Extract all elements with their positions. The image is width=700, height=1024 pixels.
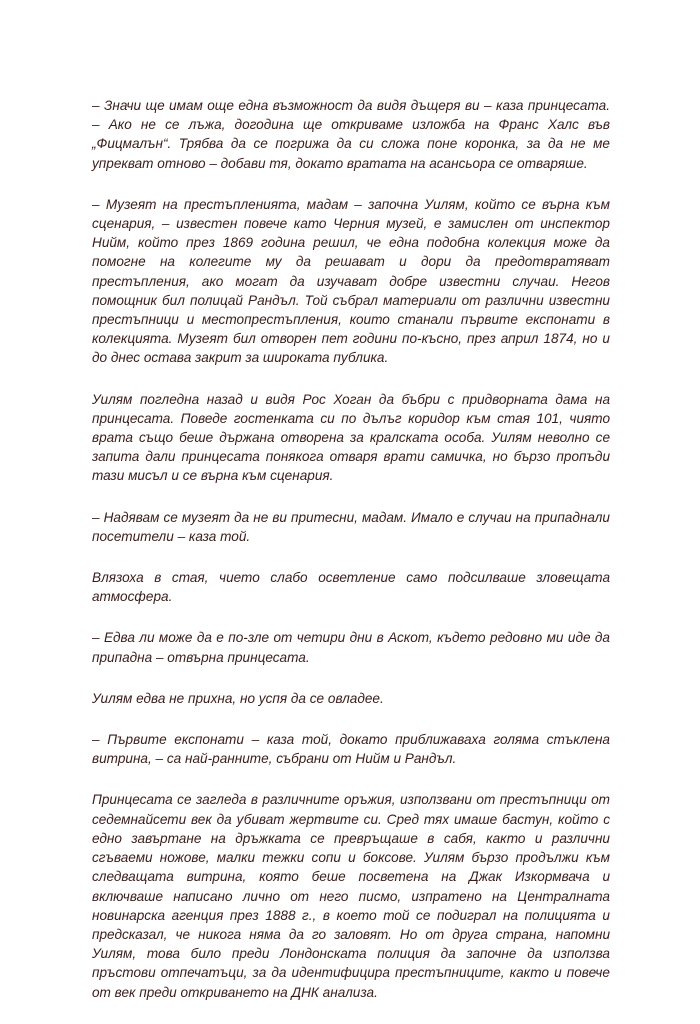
paragraph-8: – Първите експонати – каза той, докато приближаваха голяма стъклена витрина, – са най-ранните, събрани от Нийм и Рандъл. (92, 732, 610, 767)
paragraph-2: – Музеят на престъпленията, мадам – започна Уилям, който се върна към сценария, – известен повече като Черния музей, е замислен от инспектор Нийм, който през 1869 година решил, че една подобна колекция може да помогне на колегите му да решават и дори да предотвратяват престъпления, ако могат да изучават добре известни случаи. Негов помощник бил полицай Рандъл. Той събрал материали от различни известни престъпници и местопрестъпления, които станали първите експонати в колекцията. Музеят бил отворен пет години по-късно, през април 1874, но и до днес остава закрит за широката публика. (92, 196, 610, 366)
paragraph-7: Уилям едва не прихна, но успя да се овладее. (92, 690, 384, 706)
paragraph-9: Принцесата се загледа в различните оръжия, използвани от престъпници от седемнайсети век да убиват жертвите си. Сред тях имаше бастун, който с едно завъртане на дръжката се превръщаше в сабя, както и различни сгъваеми ножове, малки тежки сопи и боксове. Уилям бързо продължи към следващата витрина, която беше посветена на Джак Изкормвача и включваше написано лично от него писмо, изпратено на Централната новинарска агенция през 1888 г., в което той се подиграл на полицията и предсказал, че никога няма да го заловят. Но от друга страна, напомни Уилям, това било преди Лондонската полиция да започне да използва пръстови отпечатъци, за да идентифицира престъпниците, както и повече от век преди откриването на ДНК анализа. (92, 792, 610, 1000)
paragraph-5: Влязоха в стая, чието слабо осветление само подсилваше зловещата атмосфера. (92, 570, 610, 605)
document-page (92, 96, 610, 1024)
paragraph-4: – Надявам се музеят да не ви притесни, мадам. Имало е случаи на припаднали посетители – каза той. (92, 509, 610, 544)
paragraph-6: – Едва ли може да е по-зле от четири дни в Аскот, където редовно ми иде да припадна – отвърна принцесата. (92, 630, 610, 665)
paragraph-1: – Значи ще имам още една възможност да видя дъщеря ви – каза принцесата. – Ако не се лъжа, догодина ще откриваме изложба на Франс Халс във „Фицмалън“. Трябва да се погрижа да си сложа поне коронка, за да не ме упрекват отново – добави тя, докато вратата на асансьора се отваряше. (92, 98, 610, 171)
paragraph-3: Уилям погледна назад и видя Рос Хоган да бъбри с придворната дама на принцесата. Поведе гостенката си по дълъг коридор към стая 101, чиято врата също беше държана отворена за кралската особа. Уилям неволно се запита дали принцесата понякога отваря врати самичка, но бързо пропъди тази мисъл и се върна към сценария. (92, 391, 610, 484)
